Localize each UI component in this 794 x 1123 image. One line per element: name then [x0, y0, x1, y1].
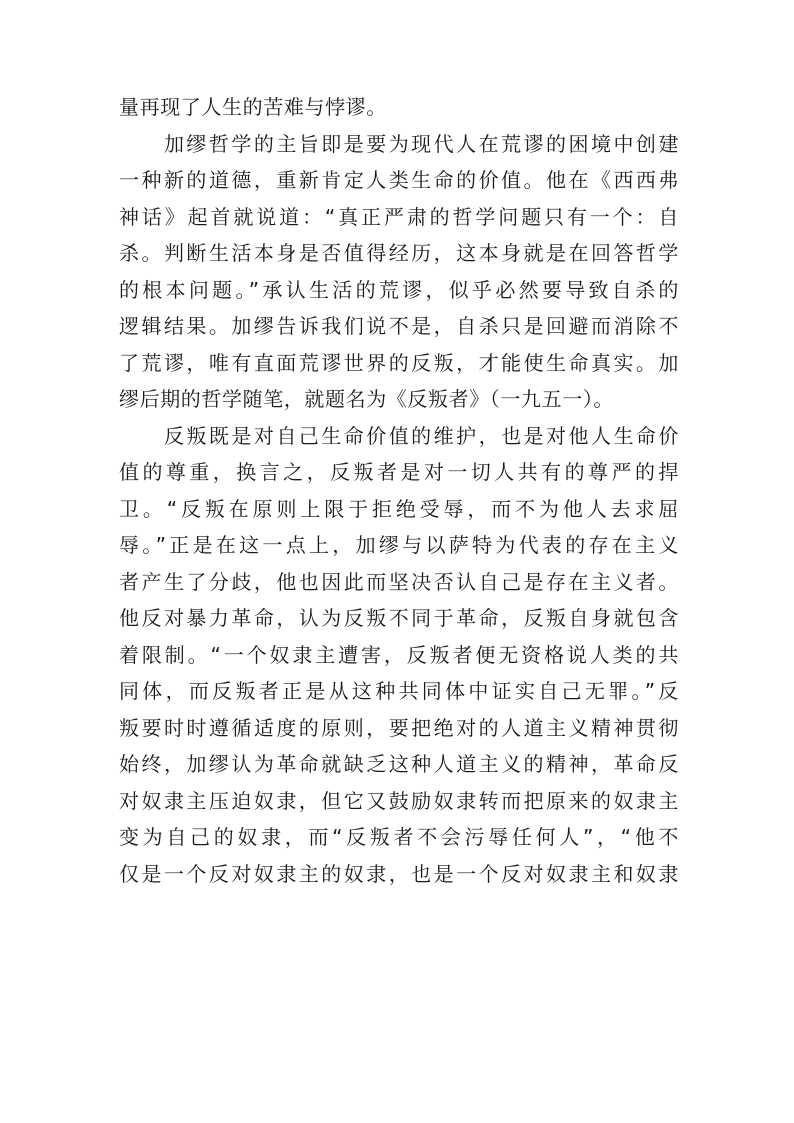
text-line: 缪后期的哲学随笔，就题名为《反叛者》（一九五一）。 [119, 387, 614, 411]
text-line: 卫。“反叛在原则上限于拒绝受辱，而不为他人去求屈 [119, 496, 679, 521]
text-line: 仅是一个反对奴隶主的奴隶，也是一个反对奴隶主和奴隶 [119, 861, 679, 886]
text-line: 辱。”正是在这一点上，加缪与以萨特为代表的存在主义 [119, 533, 679, 557]
text-line: 对奴隶主压迫奴隶，但它又鼓励奴隶转而把原来的奴隶主 [119, 788, 679, 813]
text-line: 一种新的道德，重新肯定人类生命的价值。他在《西西弗 [119, 168, 679, 192]
text-line: 的根本问题。”承认生活的荒谬，似乎必然要导致自杀的 [119, 277, 679, 302]
text-line: 者产生了分歧，他也因此而坚决否认自己是存在主义者。 [119, 569, 679, 594]
text-line: 他反对暴力革命，认为反叛不同于革命，反叛自身就包含 [119, 606, 679, 630]
text-line: 神话》起首就说道：“真正严肃的哲学问题只有一个：自 [119, 204, 679, 229]
text-line: 量再现了人生的苦难与悖谬。 [119, 95, 387, 119]
text-line: 变为自己的奴隶，而“反叛者不会污辱任何人”，“他不 [119, 825, 679, 849]
text-line: 逻辑结果。加缪告诉我们说不是，自杀只是回避而消除不 [119, 314, 679, 338]
text-line: 反叛既是对自己生命价值的维护，也是对他人生命价 [119, 423, 679, 448]
text-line: 值的尊重，换言之，反叛者是对一切人共有的尊严的捍 [119, 460, 679, 484]
text-line: 始终，加缪认为革命就缺乏这种人道主义的精神，革命反 [119, 752, 679, 776]
text-line: 加缪哲学的主旨即是要为现代人在荒谬的困境中创建 [119, 131, 679, 156]
text-line: 了荒谬，唯有直面荒谬世界的反叛，才能使生命真实。加 [119, 350, 679, 375]
text-line: 同体，而反叛者正是从这种共同体中证实自己无罪。”反 [119, 679, 679, 703]
text-line: 杀。判断生活本身是否值得经历，这本身就是在回答哲学 [119, 241, 679, 265]
text-line: 叛要时时遵循适度的原则，要把绝对的人道主义精神贯彻 [119, 715, 679, 740]
text-line: 着限制。“一个奴隶主遭害，反叛者便无资格说人类的共 [119, 642, 679, 667]
body-text [119, 89, 679, 892]
